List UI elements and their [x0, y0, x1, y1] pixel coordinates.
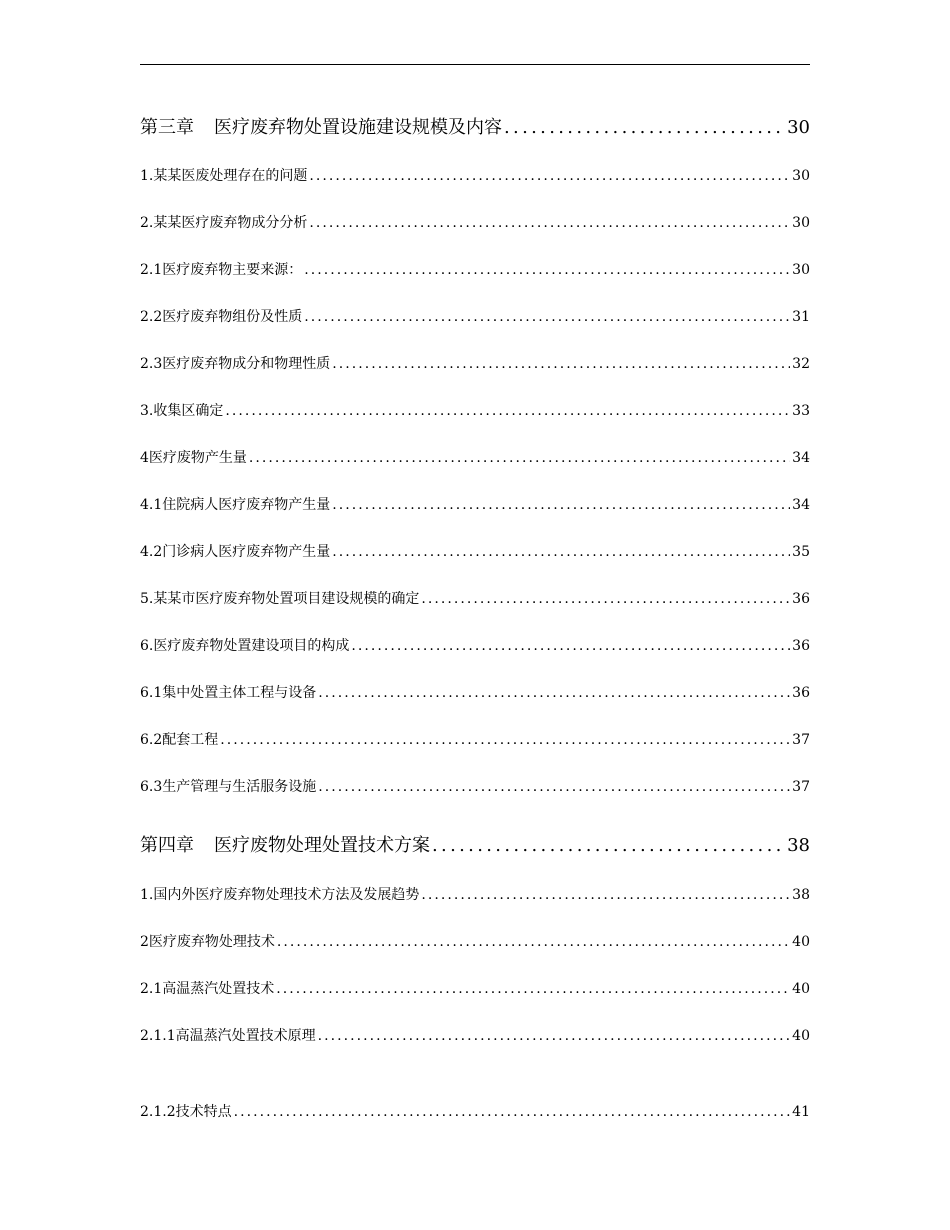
page-number: 33 [792, 403, 810, 419]
toc-section-entry[interactable] [140, 682, 810, 702]
section-title: 2.1.2技术特点 [140, 1104, 232, 1120]
toc-section-entry[interactable] [140, 729, 810, 749]
toc-chapter-entry[interactable] [140, 831, 810, 855]
section-title: 6.3生产管理与生活服务设施 [140, 779, 317, 795]
toc-section-entry[interactable] [140, 353, 810, 373]
dot-leader [309, 168, 790, 184]
section-title: 2.1高温蒸汽处置技术 [140, 981, 275, 997]
section-title: 3.收集区确定 [140, 403, 224, 419]
page-number: 30 [787, 117, 810, 138]
toc-section-entry[interactable] [140, 635, 810, 655]
dot-leader [318, 1028, 791, 1044]
page-number: 32 [792, 356, 810, 372]
section-title: 4.1住院病人医疗废弃物产生量 [140, 497, 331, 513]
header-rule [140, 64, 810, 65]
section-title: 2医疗废弃物处理技术 [140, 934, 275, 950]
dot-leader [332, 544, 790, 560]
toc-section-entry[interactable] [140, 588, 810, 608]
dot-leader [304, 262, 790, 278]
page-number: 37 [792, 732, 810, 748]
toc-section-entry[interactable] [140, 978, 810, 998]
dot-leader [421, 887, 790, 903]
section-title: 2.3医疗废弃物成分和物理性质 [140, 356, 331, 372]
page-number: 36 [792, 591, 810, 607]
dot-leader [309, 215, 790, 231]
page-number: 30 [792, 262, 810, 278]
page-number: 30 [792, 168, 810, 184]
toc-section-entry[interactable] [140, 1101, 810, 1121]
dot-leader [225, 403, 790, 419]
toc-section-entry[interactable] [140, 494, 810, 514]
page-number: 31 [792, 309, 810, 325]
page-number: 36 [792, 685, 810, 701]
toc-section-entry[interactable] [140, 931, 810, 951]
page-number: 34 [792, 497, 810, 513]
section-title: 1.某某医废处理存在的问题 [140, 168, 308, 184]
chapter-title: 医疗废弃物处置设施建设规模及内容 [214, 117, 502, 138]
section-title: 6.医疗废弃物处置建设项目的构成 [140, 638, 350, 654]
toc-section-entry[interactable] [140, 400, 810, 420]
page-number: 38 [787, 835, 810, 856]
toc-section-entry[interactable] [140, 1025, 810, 1045]
page-number: 40 [792, 934, 810, 950]
section-title: 5.某某市医疗废弃物处置项目建设规模的确定 [140, 591, 420, 607]
toc-section-entry[interactable] [140, 447, 810, 467]
dot-leader [304, 309, 790, 325]
dot-leader [318, 779, 790, 795]
page-number: 40 [792, 1028, 810, 1044]
dot-leader [318, 685, 790, 701]
dot-leader [234, 1104, 791, 1120]
toc-section-entry[interactable] [140, 212, 810, 232]
page-number: 36 [792, 638, 810, 654]
section-title: 6.1集中处置主体工程与设备 [140, 685, 317, 701]
toc-section-entry[interactable] [140, 165, 810, 185]
page-number: 40 [792, 981, 810, 997]
dot-leader [332, 497, 790, 513]
page-number: 35 [792, 544, 810, 560]
section-title: 2.1.1高温蒸汽处置技术原理 [140, 1028, 316, 1044]
page-number: 30 [792, 215, 810, 231]
toc-section-entry[interactable] [140, 541, 810, 561]
section-title: 2.2医疗废弃物组份及性质 [140, 309, 303, 325]
dot-leader [504, 117, 785, 138]
page-number: 37 [792, 779, 810, 795]
dot-leader [276, 981, 790, 997]
page-number: 41 [792, 1104, 810, 1120]
section-title: 2.某某医疗废弃物成分分析 [140, 215, 308, 231]
chapter-title: 医疗废物处理处置技术方案 [214, 835, 430, 856]
section-title: 4医疗废物产生量 [140, 450, 247, 466]
toc-section-entry[interactable] [140, 776, 810, 796]
toc-section-entry[interactable] [140, 884, 810, 904]
section-title: 4.2门诊病人医疗废弃物产生量 [140, 544, 331, 560]
section-title: 1.国内外医疗废弃物处理技术方法及发展趋势 [140, 887, 420, 903]
dot-leader [220, 732, 790, 748]
chapter-number: 第四章 [140, 835, 194, 856]
section-title: 6.2配套工程 [140, 732, 219, 748]
chapter-number: 第三章 [140, 117, 194, 138]
toc-section-entry[interactable] [140, 259, 810, 279]
page-number: 38 [792, 887, 810, 903]
dot-leader [421, 591, 790, 607]
section-title: 2.1医疗废弃物主要来源： [140, 262, 303, 278]
dot-leader [277, 934, 790, 950]
dot-leader [432, 835, 785, 856]
dot-leader [351, 638, 790, 654]
toc-chapter-entry[interactable] [140, 113, 810, 137]
dot-leader [249, 450, 790, 466]
dot-leader [332, 356, 790, 372]
page-number: 34 [792, 450, 810, 466]
toc-section-entry[interactable] [140, 306, 810, 326]
